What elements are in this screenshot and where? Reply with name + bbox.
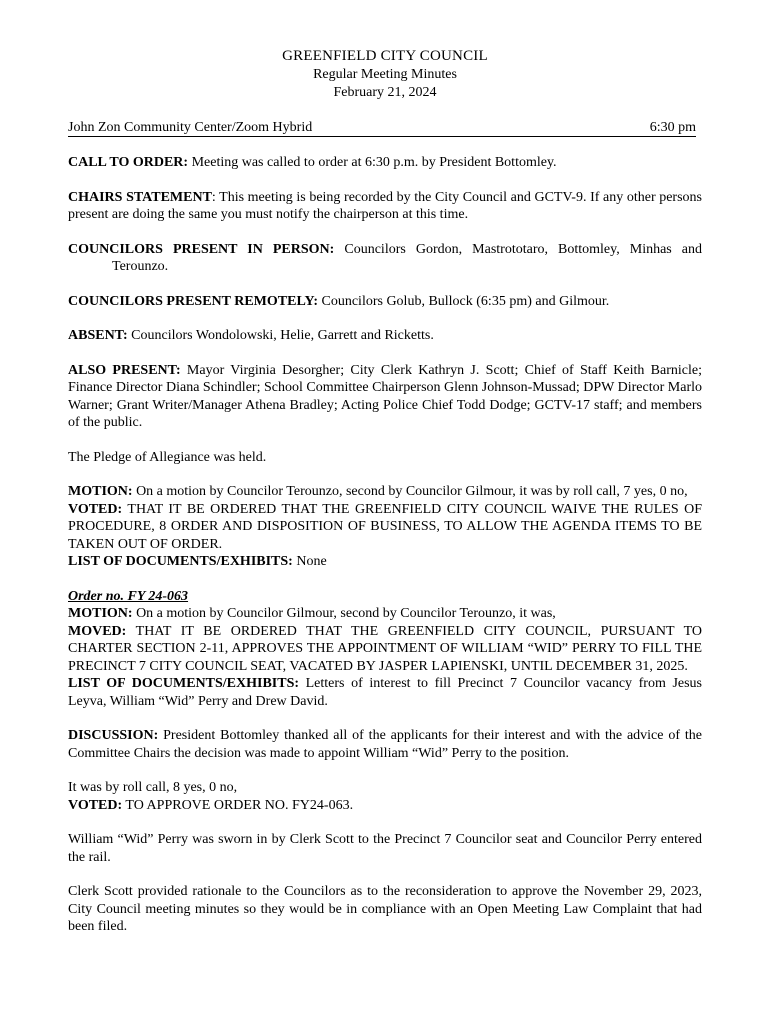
order-vote bbox=[68, 779, 702, 814]
chairs-statement: CHAIRS STATEMENT: This meeting is being recorded by the City Council and GCTV-9. If any other persons present are doing the same you must notify the chairperson at this time. bbox=[68, 189, 702, 222]
reconsideration-note: Clerk Scott provided rationale to the Councilors as to the reconsideration to approve the November 29, 2023, City Council meeting minutes so they would be in compliance with an Open Meeting Law Complaint that had been filed. bbox=[68, 884, 702, 934]
absent-councilors: ABSENT: Councilors Wondolowski, Helie, Garrett and Ricketts. bbox=[68, 328, 434, 343]
order-block bbox=[68, 588, 702, 711]
order-discussion: DISCUSSION: President Bottomley thanked all of the applicants for their interest and with the advice of the Committee Chairs the decision was made to appoint William “Wid” Perry to the position. bbox=[68, 728, 702, 761]
councilors-present-remotely: COUNCILORS PRESENT REMOTELY: Councilors Golub, Bullock (6:35 pm) and Gilmour. bbox=[68, 293, 610, 309]
voted-1: VOTED: THAT IT BE ORDERED THAT THE GREENFIELD CITY COUNCIL WAIVE THE RULES OF PROCEDURE, 8 ORDER AND DISPOSITION OF BUSINESS, TO ALLOW THE AGENDA ITEMS TO BE TAKEN OUT OF ORDER. bbox=[68, 501, 702, 552]
meeting-location: John Zon Community Center/Zoom Hybrid bbox=[68, 120, 313, 135]
councilors-present-in-person: COUNCILORS PRESENT IN PERSON: Councilors Gordon, Mastrototaro, Bottomley, Minhas and Terounzo. bbox=[68, 241, 702, 274]
documents-1: LIST OF DOCUMENTS/EXHIBITS: None bbox=[68, 554, 327, 569]
chairs-statement-label: CHAIRS STATEMENT bbox=[68, 189, 212, 205]
order-moved: MOVED: THAT IT BE ORDERED THAT THE GREENFIELD CITY COUNCIL, PURSUANT TO CHARTER SECTION 2-11, APPROVES THE APPOINTMENT OF WILLIAM “WID” PERRY TO FILL THE PRECINCT 7 CITY COUNCIL SEAT, VACATED BY JASPER LAPIENSKI, UNTIL DECEMBER 31, 2025. bbox=[68, 623, 702, 674]
order-documents: LIST OF DOCUMENTS/EXHIBITS: Letters of interest to fill Precinct 7 Councilor vacancy from Jesus Leyva, William “Wid” Perry and Drew David. bbox=[68, 676, 702, 709]
motion-1: MOTION: On a motion by Councilor Terounzo, second by Councilor Gilmour, it was by roll call, 7 yes, 0 no, bbox=[68, 484, 688, 499]
council-title: GREENFIELD CITY COUNCIL bbox=[282, 48, 488, 64]
pledge-statement: The Pledge of Allegiance was held. bbox=[68, 449, 267, 465]
location-line bbox=[68, 120, 696, 137]
order-motion: MOTION: On a motion by Councilor Gilmour, second by Councilor Terounzo, it was, bbox=[68, 606, 556, 621]
order-voted: VOTED: TO APPROVE ORDER NO. FY24-063. bbox=[68, 797, 354, 813]
minutes-body bbox=[68, 47, 702, 936]
motion-block-1 bbox=[68, 483, 702, 571]
swearing-in: William “Wid” Perry was sworn in by Clerk Scott to the Precinct 7 Councilor seat and Councilor Perry entered the rail. bbox=[68, 832, 702, 865]
call-to-order-label: CALL TO ORDER: bbox=[68, 155, 189, 170]
order-rollcall: It was by roll call, 8 yes, 0 no, bbox=[68, 780, 238, 795]
also-present: ALSO PRESENT: Mayor Virginia Desorgher; City Clerk Kathryn J. Scott; Chief of Staff Keith Barnicle; Finance Director Diana Schindler; School Committee Chairperson Glenn Johnson-Mussad; DPW Director Marlo Warner; Grant Writer/Manager Athena Bradley; Acting Police Chief Todd Dodge; GCTV-17 staff; and members of the public. bbox=[68, 362, 702, 430]
meeting-date: February 21, 2024 bbox=[333, 85, 437, 100]
meeting-type: Regular Meeting Minutes bbox=[313, 67, 457, 82]
call-to-order: CALL TO ORDER: Meeting was called to order at 6:30 p.m. by President Bottomley. bbox=[68, 155, 557, 170]
order-heading: Order no. FY 24-063 bbox=[68, 588, 189, 604]
meeting-time: 6:30 pm bbox=[649, 120, 696, 135]
